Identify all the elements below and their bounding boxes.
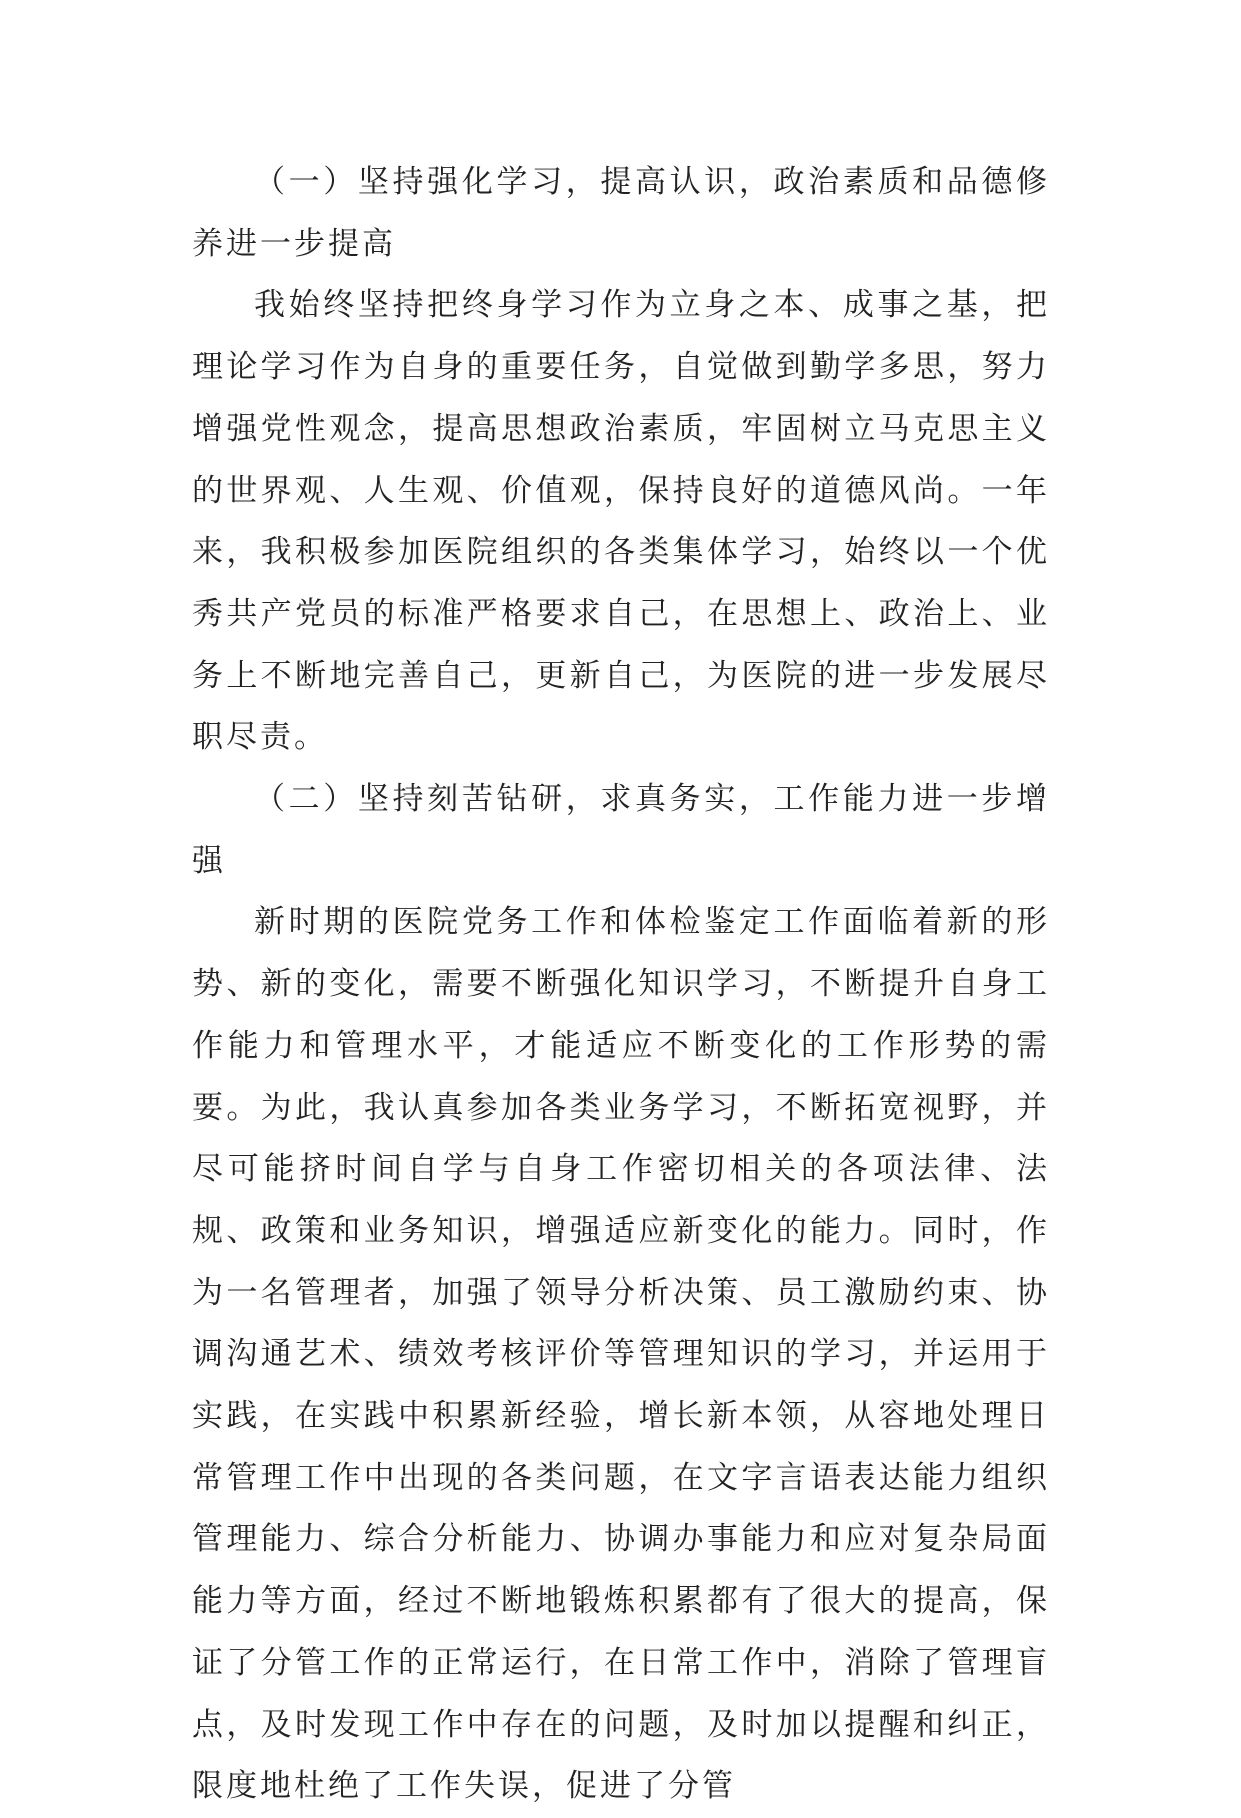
body-paragraph-2: 新时期的医院党务工作和体检鉴定工作面临着新的形势、新的变化，需要不断强化知识学习，不断提升自身工作能力和管理水平，才能适应不断变化的工作形势的需要。为此，我认真参加各类业务学习，不断拓宽视野，并尽可能挤时间自学与自身工作密切相关的各项法律、法规、政策和业务知识，增强适应新变化的能力。同时，作为一名管理者，加强了领导分析决策、员工激励约束、协调沟通艺术、绩效考核评价等管理知识的学习，并运用于实践，在实践中积累新经验，增长新本领，从容地处理日常管理工作中出现的各类问题，在文字言语表达能力组织管理能力、综合分析能力、协调办事能力和应对复杂局面能力等方面，经过不断地锻炼积累都有了很大的提高，保证了分管工作的正常运行，在日常工作中，消除了管理盲点，及时发现工作中存在的问题，及时加以提醒和纠正，限度地杜绝了工作失误，促进了分管: [192, 904, 1050, 1805]
section-heading-1: （一）坚持强化学习，提高认识，政治素质和品德修养进一步提高: [192, 164, 1050, 262]
document-body: [192, 152, 1050, 1818]
section-heading-2: （二）坚持刻苦钻研，求真务实，工作能力进一步增强: [192, 781, 1050, 879]
body-paragraph-1: 我始终坚持把终身学习作为立身之本、成事之基，把理论学习作为自身的重要任务，自觉做到勤学多思，努力增强党性观念，提高思想政治素质，牢固树立马克思主义的世界观、人生观、价值观，保持良好的道德风尚。一年来，我积极参加医院组织的各类集体学习，始终以一个优秀共产党员的标准严格要求自己，在思想上、政治上、业务上不断地完善自己，更新自己，为医院的进一步发展尽职尽责。: [192, 287, 1050, 756]
